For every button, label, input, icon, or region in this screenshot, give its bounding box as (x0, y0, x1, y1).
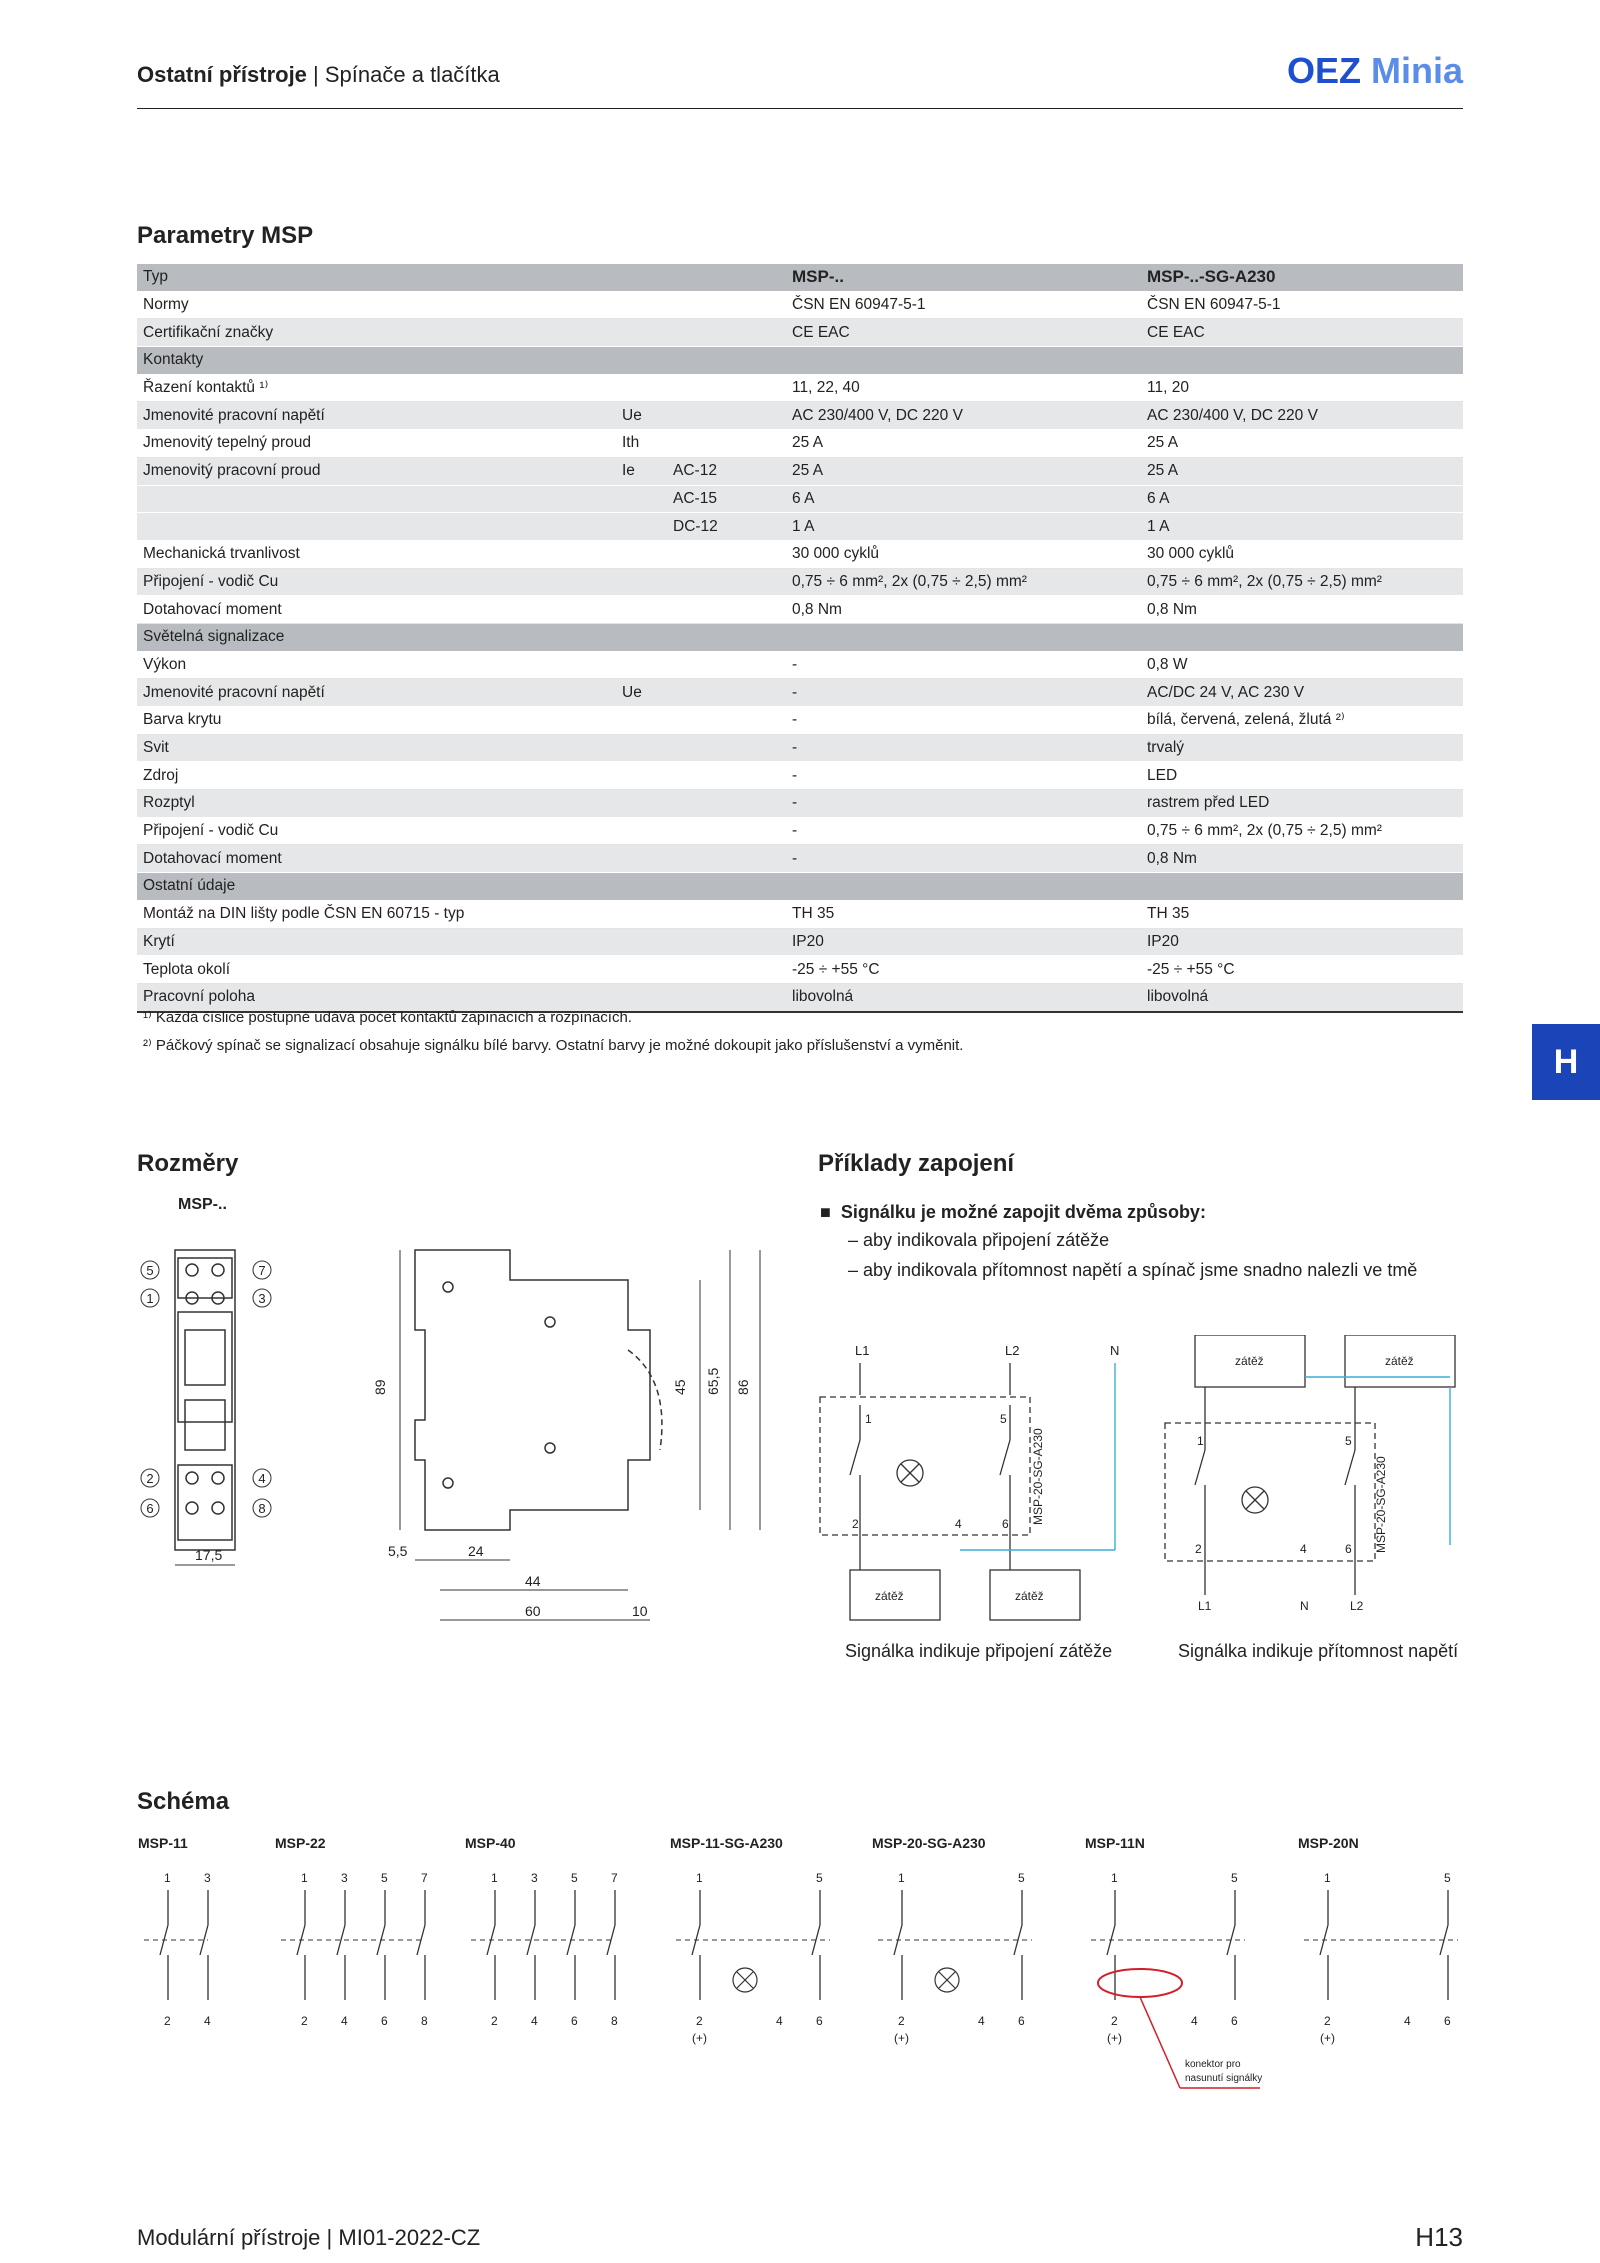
terminal-1: 1 (146, 1291, 154, 1306)
svg-text:1: 1 (898, 1871, 905, 1885)
svg-text:4: 4 (341, 2014, 348, 2028)
svg-text:7: 7 (611, 1871, 618, 1885)
svg-text:MSP-20-SG-A230: MSP-20-SG-A230 (1374, 1456, 1388, 1553)
svg-text:N: N (1110, 1343, 1120, 1358)
footnote-2: ²⁾ Páčkový spínač se signalizací obsahuje signálku bílé barvy. Ostatní barvy je možné dokoupit jako příslušenství a vyměnit. (143, 1037, 964, 1054)
schema-item (275, 1835, 428, 2028)
svg-text:4: 4 (531, 2014, 538, 2028)
dimensions-title: Rozměry (137, 1150, 239, 1177)
svg-text:1: 1 (491, 1871, 498, 1885)
svg-text:7: 7 (421, 1871, 428, 1885)
dim-10: 10 (632, 1603, 648, 1619)
terminal-7: 7 (258, 1263, 266, 1278)
svg-text:zátěž: zátěž (1385, 1354, 1414, 1368)
examples-item-2: – aby indikovala přítomnost napětí a spínač jsme snadno nalezli ve tmě (848, 1260, 1418, 1280)
table-row: Certifikační značky CE EAC CE EAC (137, 319, 1463, 347)
svg-text:2: 2 (301, 2014, 308, 2028)
svg-text:(+): (+) (692, 2031, 707, 2045)
table-row: Jmenovité pracovní napětí Ue AC 230/400 V, DC 220 V AC 230/400 V, DC 220 V (137, 402, 1463, 430)
table-row: Řazení kontaktů ¹⁾ 11, 22, 40 11, 20 (137, 374, 1463, 402)
svg-text:MSP-11N: MSP-11N (1085, 1835, 1145, 1851)
table-section-row: Ostatní údaje (137, 873, 1463, 901)
terminal-4: 4 (258, 1471, 266, 1486)
table-row: Připojení - vodič Cu - 0,75 ÷ 6 mm², 2x (0,75 ÷ 2,5) mm² (137, 817, 1463, 845)
svg-text:8: 8 (421, 2014, 428, 2028)
svg-text:2: 2 (1324, 2014, 1331, 2028)
svg-text:(+): (+) (1107, 2031, 1122, 2045)
dimensions-model: MSP-.. (178, 1196, 227, 1213)
schema-note-2: nasunutí signálky (1185, 2073, 1263, 2084)
table-row: Jmenovitý pracovní proud Ie AC-12 25 A 25 A (137, 457, 1463, 485)
schema-diagrams (130, 1830, 1470, 2110)
terminal-5: 5 (146, 1263, 154, 1278)
svg-text:(+): (+) (894, 2031, 909, 2045)
svg-text:MSP-20N: MSP-20N (1298, 1835, 1359, 1851)
svg-text:(+): (+) (1320, 2031, 1335, 2045)
table-row: Jmenovitý tepelný proud Ith 25 A 25 A (137, 430, 1463, 458)
svg-text:6: 6 (1345, 1542, 1352, 1556)
svg-text:1: 1 (164, 1871, 171, 1885)
schema-item (138, 1835, 211, 2028)
svg-text:4: 4 (776, 2014, 783, 2028)
page-number: H13 (1415, 2222, 1463, 2252)
table-row: Připojení - vodič Cu 0,75 ÷ 6 mm², 2x (0,75 ÷ 2,5) mm² 0,75 ÷ 6 mm², 2x (0,75 ÷ 2,5) mm² (137, 568, 1463, 596)
params-title: Parametry MSP (137, 222, 314, 249)
svg-text:5: 5 (816, 1871, 823, 1885)
header-subsection: Spínače a tlačítka (324, 62, 500, 87)
svg-text:2: 2 (852, 1517, 859, 1531)
svg-text:L1: L1 (1198, 1599, 1212, 1613)
svg-text:3: 3 (531, 1871, 538, 1885)
svg-text:4: 4 (1300, 1542, 1307, 1556)
terminal-8: 8 (258, 1501, 266, 1516)
dim-65: 65,5 (705, 1367, 721, 1395)
svg-text:2: 2 (491, 2014, 498, 2028)
svg-text:5: 5 (1018, 1871, 1025, 1885)
svg-text:4: 4 (1404, 2014, 1411, 2028)
section-tab: H (1532, 1024, 1600, 1100)
table-row: Svit - trvalý (137, 734, 1463, 762)
schema-item (670, 1835, 830, 2045)
svg-text:4: 4 (1191, 2014, 1198, 2028)
dim-86: 86 (735, 1379, 751, 1395)
table-row: Dotahovací moment 0,8 Nm 0,8 Nm (137, 596, 1463, 624)
table-row: Jmenovité pracovní napětí Ue - AC/DC 24 V, AC 230 V (137, 679, 1463, 707)
terminal-6: 6 (146, 1501, 154, 1516)
table-row: Pracovní poloha libovolná libovolná (137, 983, 1463, 1011)
svg-text:MSP-22: MSP-22 (275, 1835, 326, 1851)
table-row: Mechanická trvanlivost 30 000 cyklů 30 000 cyklů (137, 540, 1463, 568)
svg-text:8: 8 (611, 2014, 618, 2028)
dim-24: 24 (468, 1543, 484, 1559)
table-row: Dotahovací moment - 0,8 Nm (137, 845, 1463, 873)
svg-text:4: 4 (978, 2014, 985, 2028)
svg-text:zátěž: zátěž (1015, 1589, 1044, 1603)
svg-text:5: 5 (571, 1871, 578, 1885)
dim-5-5: 5,5 (388, 1543, 408, 1559)
dim-60: 60 (525, 1603, 541, 1619)
dim-width: 17,5 (195, 1547, 223, 1563)
dim-height: 89 (372, 1379, 388, 1395)
footnote-1: ¹⁾ Každá číslice postupně udává počet kontaktů zapínacích a rozpínacích. (143, 1009, 632, 1026)
table-row: Rozptyl - rastrem před LED (137, 790, 1463, 818)
caption-right: Signálka indikuje přítomnost napětí (1178, 1641, 1459, 1661)
svg-text:1: 1 (865, 1412, 872, 1426)
svg-text:5: 5 (381, 1871, 388, 1885)
table-section-row: Kontakty (137, 347, 1463, 375)
terminal-2: 2 (146, 1471, 154, 1486)
svg-text:2: 2 (898, 2014, 905, 2028)
table-row: Normy ČSN EN 60947-5-1 ČSN EN 60947-5-1 (137, 291, 1463, 319)
table-row: DC-12 1 A 1 A (137, 513, 1463, 541)
table-header-row: Typ MSP-.. MSP-..-SG-A230 (137, 264, 1463, 291)
dimension-drawing (130, 1230, 780, 1650)
examples-bullet: ■ Signálku je možné zapojit dvěma způsoby: (820, 1202, 1206, 1222)
table-row: Zdroj - LED (137, 762, 1463, 790)
svg-text:1: 1 (696, 1871, 703, 1885)
table-row: Výkon - 0,8 W (137, 651, 1463, 679)
svg-text:3: 3 (341, 1871, 348, 1885)
schema-item (465, 1835, 618, 2028)
header-rule (137, 108, 1463, 109)
svg-text:1: 1 (1197, 1434, 1204, 1448)
svg-text:MSP-11: MSP-11 (138, 1835, 188, 1851)
svg-text:zátěž: zátěž (1235, 1354, 1264, 1368)
svg-text:2: 2 (1111, 2014, 1118, 2028)
svg-text:5: 5 (1345, 1434, 1352, 1448)
wiring-examples (810, 1335, 1490, 1675)
svg-text:6: 6 (1231, 2014, 1238, 2028)
svg-text:1: 1 (301, 1871, 308, 1885)
svg-text:6: 6 (1018, 2014, 1025, 2028)
svg-text:6: 6 (1002, 1517, 1009, 1531)
svg-text:3: 3 (204, 1871, 211, 1885)
table-row: Montáž na DIN lišty podle ČSN EN 60715 - typ TH 35 TH 35 (137, 900, 1463, 928)
svg-text:L2: L2 (1350, 1599, 1364, 1613)
params-table (137, 264, 1463, 1013)
page-header: Ostatní přístroje | Spínače a tlačítka (137, 62, 500, 87)
svg-text:1: 1 (1111, 1871, 1118, 1885)
svg-text:MSP-40: MSP-40 (465, 1835, 516, 1851)
svg-text:N: N (1300, 1599, 1309, 1613)
table-row: Krytí IP20 IP20 (137, 928, 1463, 956)
caption-left: Signálka indikuje připojení zátěže (845, 1641, 1113, 1661)
schema-item (1298, 1835, 1458, 2045)
schema-item (872, 1835, 1032, 2045)
svg-text:zátěž: zátěž (875, 1589, 904, 1603)
svg-text:L1: L1 (855, 1343, 870, 1358)
svg-text:5: 5 (1231, 1871, 1238, 1885)
svg-text:1: 1 (1324, 1871, 1331, 1885)
dim-45: 45 (672, 1379, 688, 1395)
footer-left: Modulární přístroje | MI01-2022-CZ (137, 2225, 481, 2250)
svg-text:6: 6 (816, 2014, 823, 2028)
header-section: Ostatní přístroje (137, 62, 307, 87)
svg-text:MSP-20-SG-A230: MSP-20-SG-A230 (1031, 1428, 1045, 1525)
brand-logo: OEZ Minia (1286, 50, 1463, 91)
terminal-3: 3 (258, 1291, 266, 1306)
svg-text:6: 6 (571, 2014, 578, 2028)
svg-text:5: 5 (1444, 1871, 1451, 1885)
dim-44: 44 (525, 1573, 541, 1589)
table-row: AC-15 6 A 6 A (137, 485, 1463, 513)
svg-text:5: 5 (1000, 1412, 1007, 1426)
svg-text:4: 4 (955, 1517, 962, 1531)
svg-text:4: 4 (204, 2014, 211, 2028)
svg-text:6: 6 (381, 2014, 388, 2028)
schema-note-1: konektor pro (1185, 2059, 1241, 2070)
table-row: Barva krytu - bílá, červená, zelená, žlutá ²⁾ (137, 707, 1463, 735)
svg-text:2: 2 (164, 2014, 171, 2028)
svg-text:MSP-11-SG-A230: MSP-11-SG-A230 (670, 1835, 783, 1851)
examples-title: Příklady zapojení (818, 1150, 1015, 1177)
svg-text:L2: L2 (1005, 1343, 1020, 1358)
schema-item (1085, 1835, 1245, 2045)
table-row: Teplota okolí -25 ÷ +55 °C -25 ÷ +55 °C (137, 956, 1463, 984)
schema-title: Schéma (137, 1788, 230, 1815)
svg-text:2: 2 (696, 2014, 703, 2028)
table-section-row: Světelná signalizace (137, 623, 1463, 651)
examples-item-1: – aby indikovala připojení zátěže (848, 1230, 1110, 1250)
svg-text:MSP-20-SG-A230: MSP-20-SG-A230 (872, 1835, 986, 1851)
svg-text:2: 2 (1195, 1542, 1202, 1556)
svg-text:6: 6 (1444, 2014, 1451, 2028)
